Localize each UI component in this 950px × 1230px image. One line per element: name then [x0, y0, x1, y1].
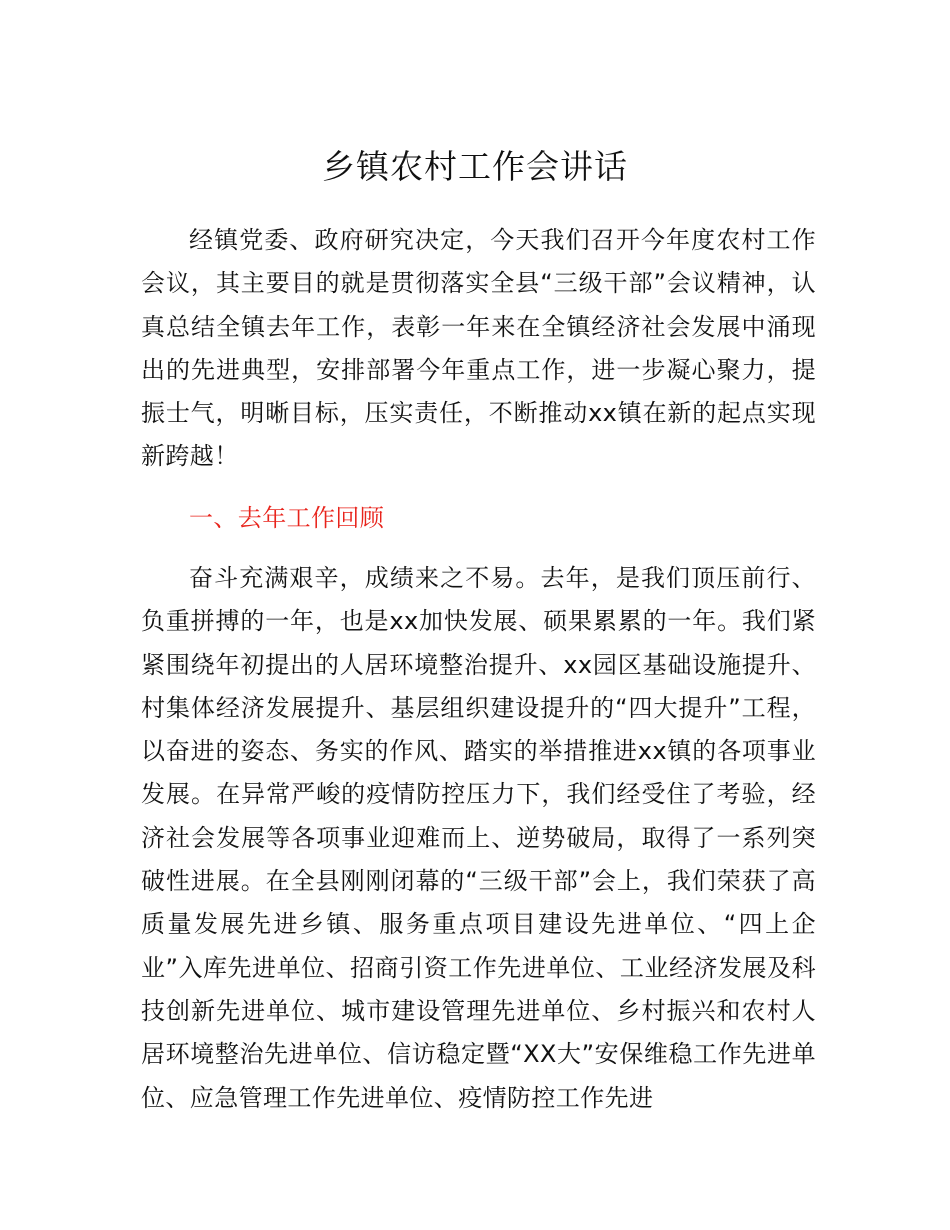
section-heading-review: 一、去年工作回顾 — [189, 504, 385, 532]
document-title: 乡镇农村工作会讲话 — [322, 147, 628, 186]
review-paragraph: 奋斗充满艰辛，成绩来之不易。去年，是我们顶压前行、负重拼搏的一年，也是xx加快发展、硕果累累的一年。我们紧紧围绕年初提出的人居环境整治提升、xx园区基础设施提升、村集体经济发展提升、基层组织建设提升的“四大提升”工程，以奋进的姿态、务实的作风、踏实的举措推进xx镇的各项事业发展。在异常严峻的疫情防控压力下，我们经受住了考验，经济社会发展等各项事业迎难而上、逆势破局，取得了一系列突破性进展。在全县刚刚闭幕的“三级干部”会上，我们荣获了高质量发展先进乡镇、服务重点项目建设先进单位、“四上企业”入库先进单位、招商引资工作先进单位、工业经济发展及科技创新先进单位、城市建设管理先进单位、乡村振兴和农村人居环境整治先进单位、信访稳定暨“XX大”安保维稳工作先进单位、应急管理工作先进单位、疫情防控工作先进 — [141, 564, 816, 1112]
intro-paragraph: 经镇党委、政府研究决定，今天我们召开今年度农村工作会议，其主要目的就是贯彻落实全县“三级干部”会议精神，认真总结全镇去年工作，表彰一年来在全镇经济社会发展中涌现出的先进典型，安排部署今年重点工作，进一步凝心聚力，提振士气，明晰目标，压实责任，不断推动xx镇在新的起点实现新跨越！ — [141, 226, 816, 471]
